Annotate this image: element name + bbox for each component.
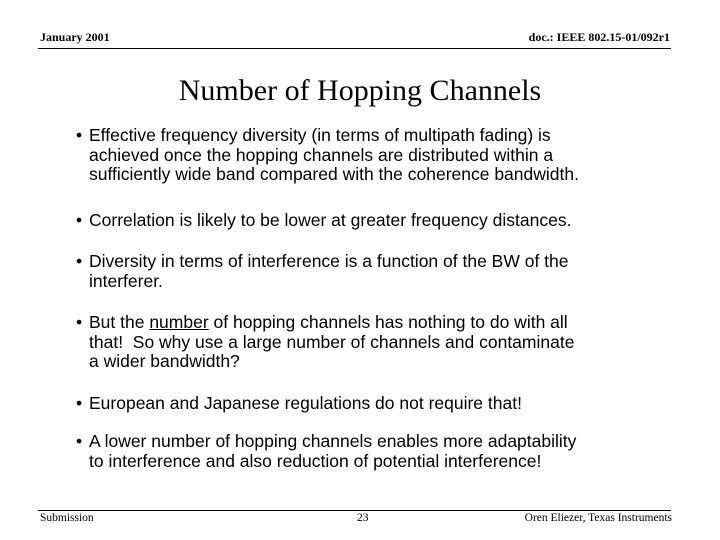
bullet-icon: • — [76, 312, 83, 332]
bullet-line: sufficiently wide band compared with the coherence bandwidth. — [89, 164, 579, 184]
footer-author: Oren Eliezer, Texas Instruments — [524, 512, 672, 524]
header-doc-id: doc.: IEEE 802.15-01/092r1 — [528, 30, 670, 44]
bullet-line: to interference and also reduction of potential interference! — [89, 450, 542, 471]
bullet-line: European and Japanese regulations do not require that! — [89, 393, 522, 413]
bullet-line: achieved once the hopping channels are distributed within a — [89, 144, 554, 165]
footer-submission: Submission — [40, 512, 94, 524]
bullet-icon: • — [76, 251, 83, 271]
bullet-icon: • — [76, 210, 83, 230]
slide-title: Number of Hopping Channels — [178, 74, 542, 107]
header-rule — [38, 48, 671, 49]
bullet-line: A lower number of hopping channels enables more adaptability — [89, 431, 577, 451]
underlined-word: number — [149, 312, 209, 332]
text-run: of hopping channels has nothing to do with all — [208, 312, 568, 332]
footer-rule — [38, 510, 671, 511]
text-run: But the — [89, 312, 150, 332]
bullet-line: interferer. — [89, 270, 163, 291]
bullet-line: a wider bandwidth? — [89, 351, 240, 371]
bullet-icon: • — [76, 393, 83, 413]
page-number: 23 — [357, 512, 369, 524]
header-date: January 2001 — [40, 30, 110, 44]
bullet-line: Correlation is likely to be lower at greater frequency distances. — [89, 210, 572, 230]
bullet-line: that! So why use a large number of channels and contaminate — [89, 331, 575, 352]
bullet-icon: • — [76, 125, 83, 145]
bullet-line: Effective frequency diversity (in terms of multipath fading) is — [89, 125, 551, 145]
bullet-line — [89, 313, 574, 333]
bullet-line: Diversity in terms of interference is a function of the BW of the — [89, 251, 569, 271]
bullet-icon: • — [76, 431, 83, 451]
